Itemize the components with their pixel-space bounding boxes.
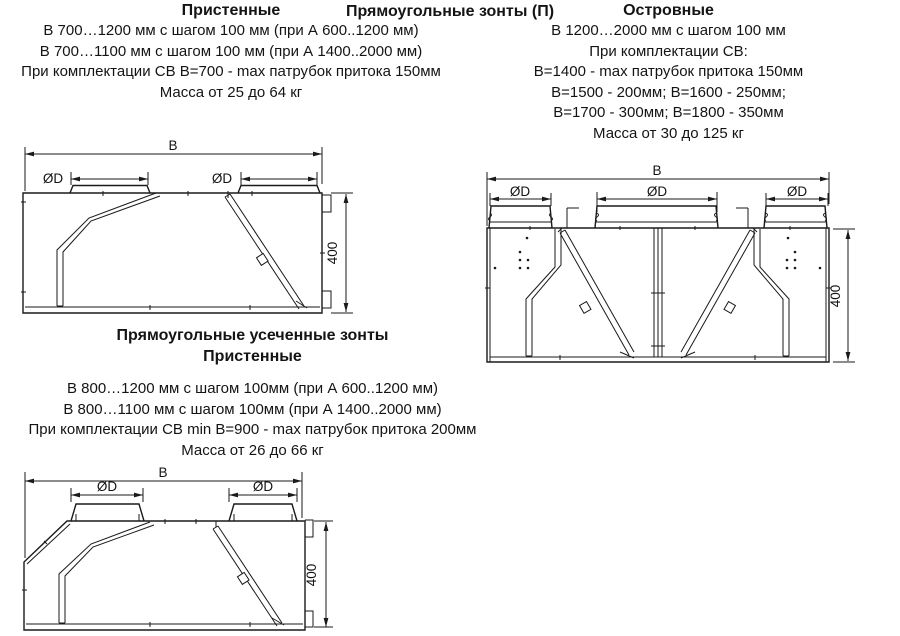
duct-dimension-label: ØD xyxy=(786,184,808,199)
truncated-hood-diagram xyxy=(0,460,340,636)
duct-dimension-label: ØD xyxy=(211,171,233,186)
spec-line: В 700…1200 мм с шагом 100 мм (при А 600..1200 мм) xyxy=(43,22,419,39)
filter-cassette xyxy=(225,191,307,309)
duct-dimension-label: ØD xyxy=(646,184,668,199)
z-baffle xyxy=(59,522,154,623)
spec-line: В 800…1200 мм с шагом 100мм (при А 600..1200 мм) xyxy=(66,380,439,397)
duct-collar-middle xyxy=(595,206,718,228)
filter-cassette xyxy=(213,521,284,626)
b-dimension-label: В xyxy=(158,465,168,480)
z-baffle-right xyxy=(754,229,789,356)
height-dimension-label: 400 xyxy=(325,241,340,265)
spec-line: При комплектации СВ min В=900 - max патрубок притока 200мм xyxy=(28,421,477,438)
duct-dimension-left xyxy=(490,184,551,206)
duct-collar-right xyxy=(229,504,297,521)
duct-dimension-right xyxy=(766,184,828,206)
hood-body xyxy=(22,519,305,630)
duct-dimension-left xyxy=(43,171,148,186)
duct-dimension-label: ØD xyxy=(509,184,531,199)
section-island-hoods xyxy=(496,0,841,144)
spec-line: Масса от 26 до 66 кг xyxy=(181,441,324,459)
section-subheading-truncated: Пристенные xyxy=(203,348,302,365)
height-dimension xyxy=(325,193,353,313)
hanging-hook xyxy=(567,208,748,228)
b-dimension-label: В xyxy=(168,140,178,153)
spec-line: В 1200…2000 мм с шагом 100 мм xyxy=(551,22,786,39)
filter-cassette-right xyxy=(681,228,757,358)
duct-collar-left xyxy=(70,186,150,194)
height-dimension xyxy=(828,229,855,362)
spec-line: В=1500 - 200мм; В=1600 - 250мм; xyxy=(551,83,786,101)
hood-body xyxy=(21,191,325,313)
section-heading-truncated: Прямоугольные усеченные зонты xyxy=(116,327,389,344)
duct-collar-right xyxy=(764,206,827,228)
section-heading-island: Островные xyxy=(623,2,714,19)
spec-line: В=1400 - max патрубок притока 150мм xyxy=(533,63,804,80)
duct-collar-right xyxy=(238,186,320,194)
b-dimension-label: В xyxy=(652,163,662,178)
duct-dimension-label: ØD xyxy=(96,479,118,494)
spec-line: В=1700 - 300мм; В=1800 - 350мм xyxy=(553,104,784,121)
spec-line: При комплектации СВ: xyxy=(589,42,748,60)
filter-cassette-left xyxy=(558,228,634,358)
duct-dimension-right xyxy=(212,171,317,186)
spec-line: Масса от 30 до 125 кг xyxy=(593,124,744,142)
island-hood-diagram xyxy=(470,160,900,370)
wall-hood-diagram xyxy=(0,140,370,325)
center-divider xyxy=(651,228,665,357)
duct-dimension-label: ØD xyxy=(252,479,274,494)
page-title: Прямоугольные зонты (П) xyxy=(345,3,555,20)
duct-dimension-left xyxy=(71,479,143,502)
z-baffle-left xyxy=(526,229,561,356)
height-dimension-label: 400 xyxy=(304,563,319,587)
height-dimension-label: 400 xyxy=(828,284,843,308)
duct-collar-left xyxy=(71,504,144,521)
spec-line: При комплектации СВ В=700 - max патрубок притока 150мм xyxy=(21,63,441,80)
section-truncated-hoods xyxy=(0,325,505,461)
duct-collar-left xyxy=(489,206,553,228)
duct-dimension-label: ØD xyxy=(42,171,64,186)
spec-line: Масса от 25 до 64 кг xyxy=(159,83,303,101)
section-wall-hoods xyxy=(0,0,462,103)
section-heading-wall: Пристенные xyxy=(181,2,281,19)
spec-line: В 700…1100 мм с шагом 100 мм (при А 1400..2000 мм) xyxy=(39,42,423,60)
spec-line: В 800…1100 мм с шагом 100мм (при А 1400..2000 мм) xyxy=(63,400,442,418)
b-dimension xyxy=(25,140,322,191)
duct-dimension-right xyxy=(229,479,297,502)
z-baffle xyxy=(57,193,160,306)
duct-dimension-middle xyxy=(597,184,717,212)
